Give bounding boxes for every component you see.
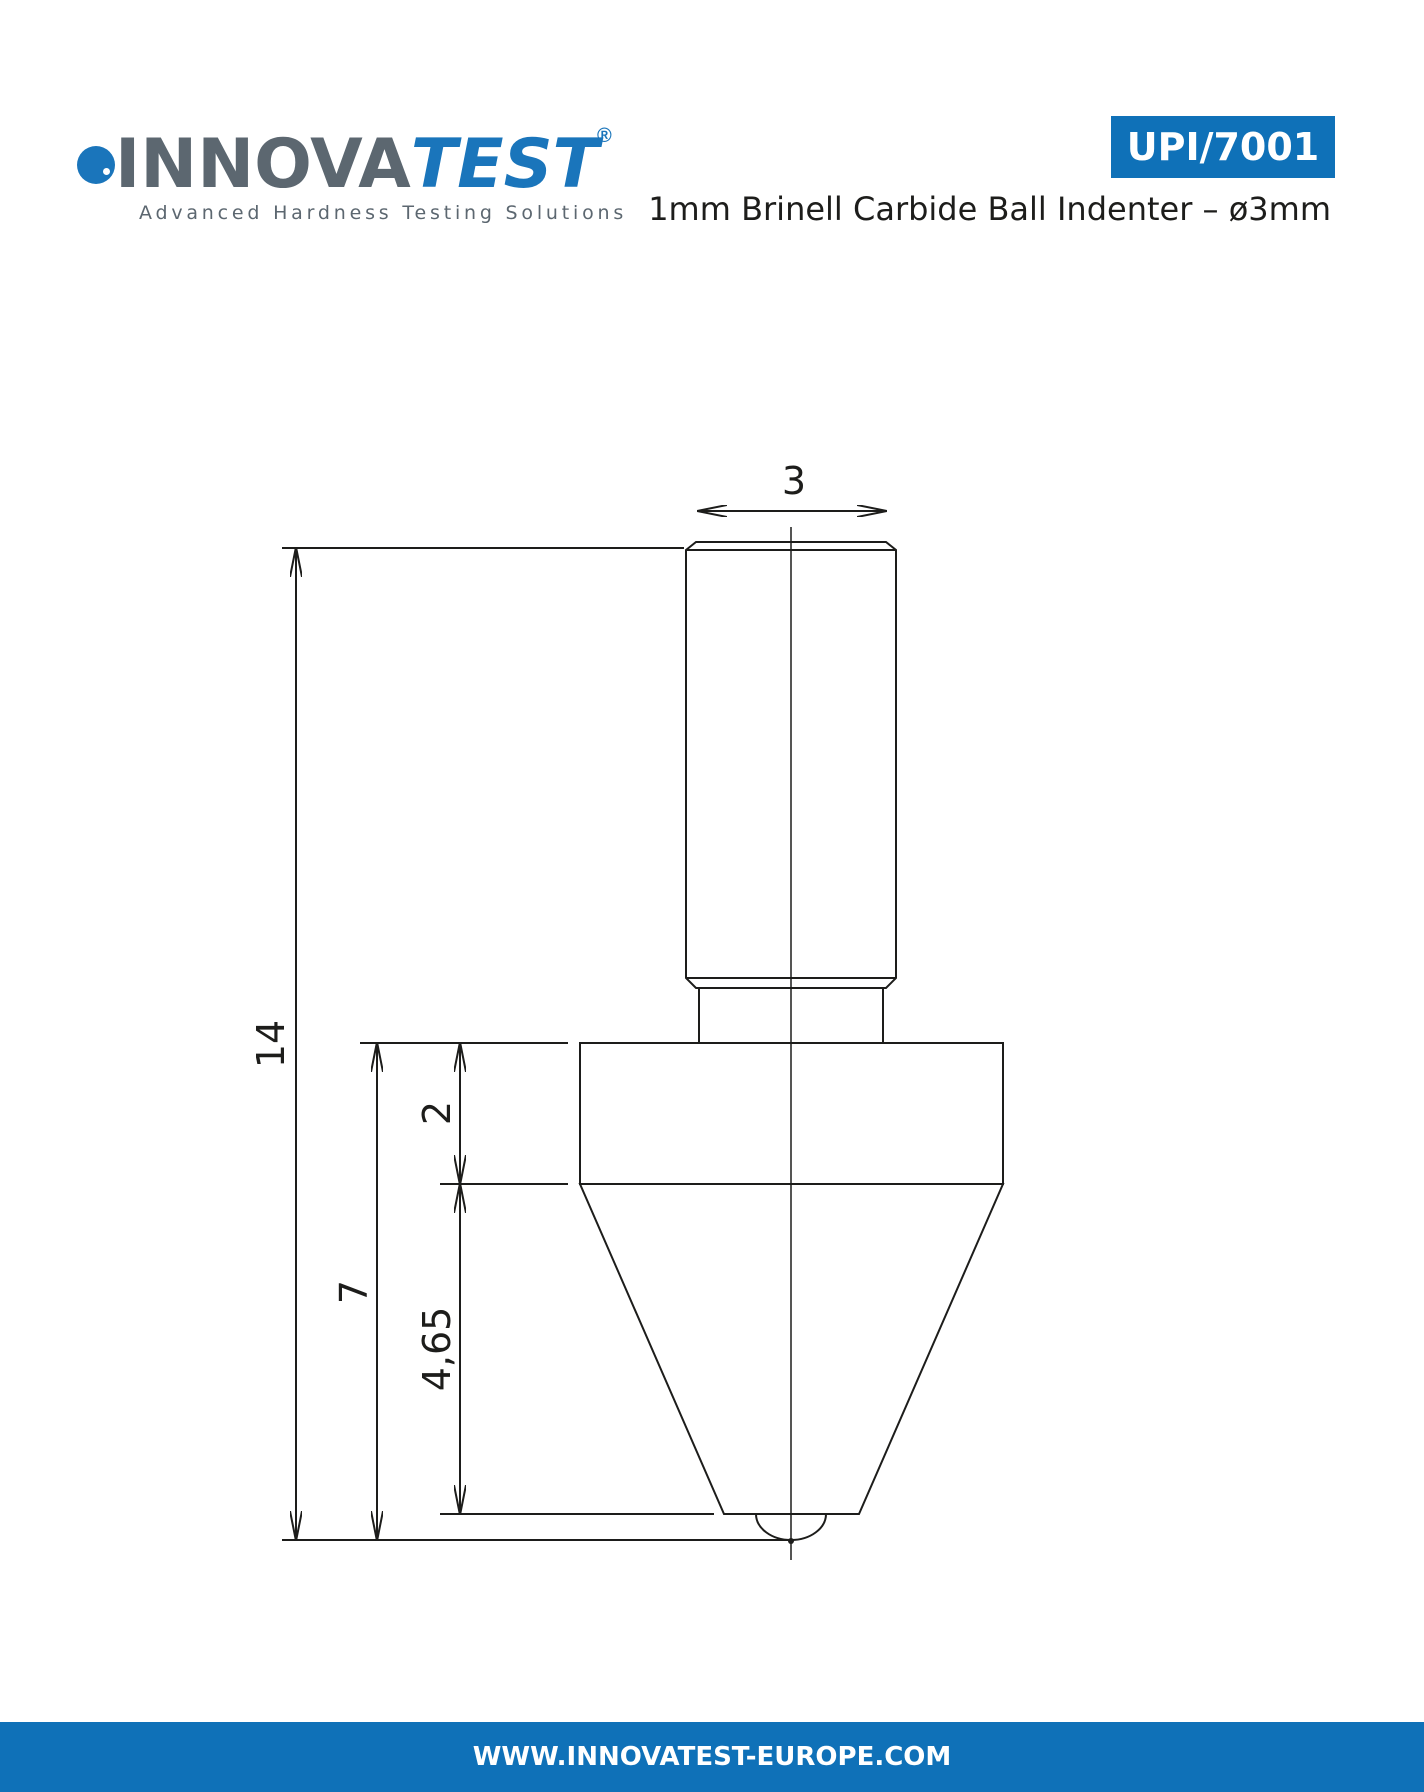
registered-mark: ® — [597, 125, 612, 147]
logo-word-part1: INNOVA — [115, 125, 411, 204]
dim-label-cylinder-height: 2 — [415, 1100, 459, 1126]
dim-label-cone-height: 4,65 — [415, 1306, 459, 1392]
product-title: 1mm Brinell Carbide Ball Indenter – ø3mm — [648, 190, 1331, 228]
footer-bar — [0, 1722, 1424, 1792]
dim-label-total-length: 14 — [249, 1019, 293, 1069]
logo-tagline: Advanced Hardness Testing Solutions — [139, 202, 628, 224]
product-code-badge: UPI/7001 — [1111, 116, 1335, 178]
dimension-lines — [296, 511, 886, 1540]
website-link[interactable]: WWW.INNOVATEST-EUROPE.COM — [472, 1742, 952, 1772]
logo-word-part2: TEST — [410, 125, 599, 204]
dim-label-body-height: 7 — [332, 1279, 376, 1305]
dim-label-diameter: 3 — [781, 459, 807, 503]
